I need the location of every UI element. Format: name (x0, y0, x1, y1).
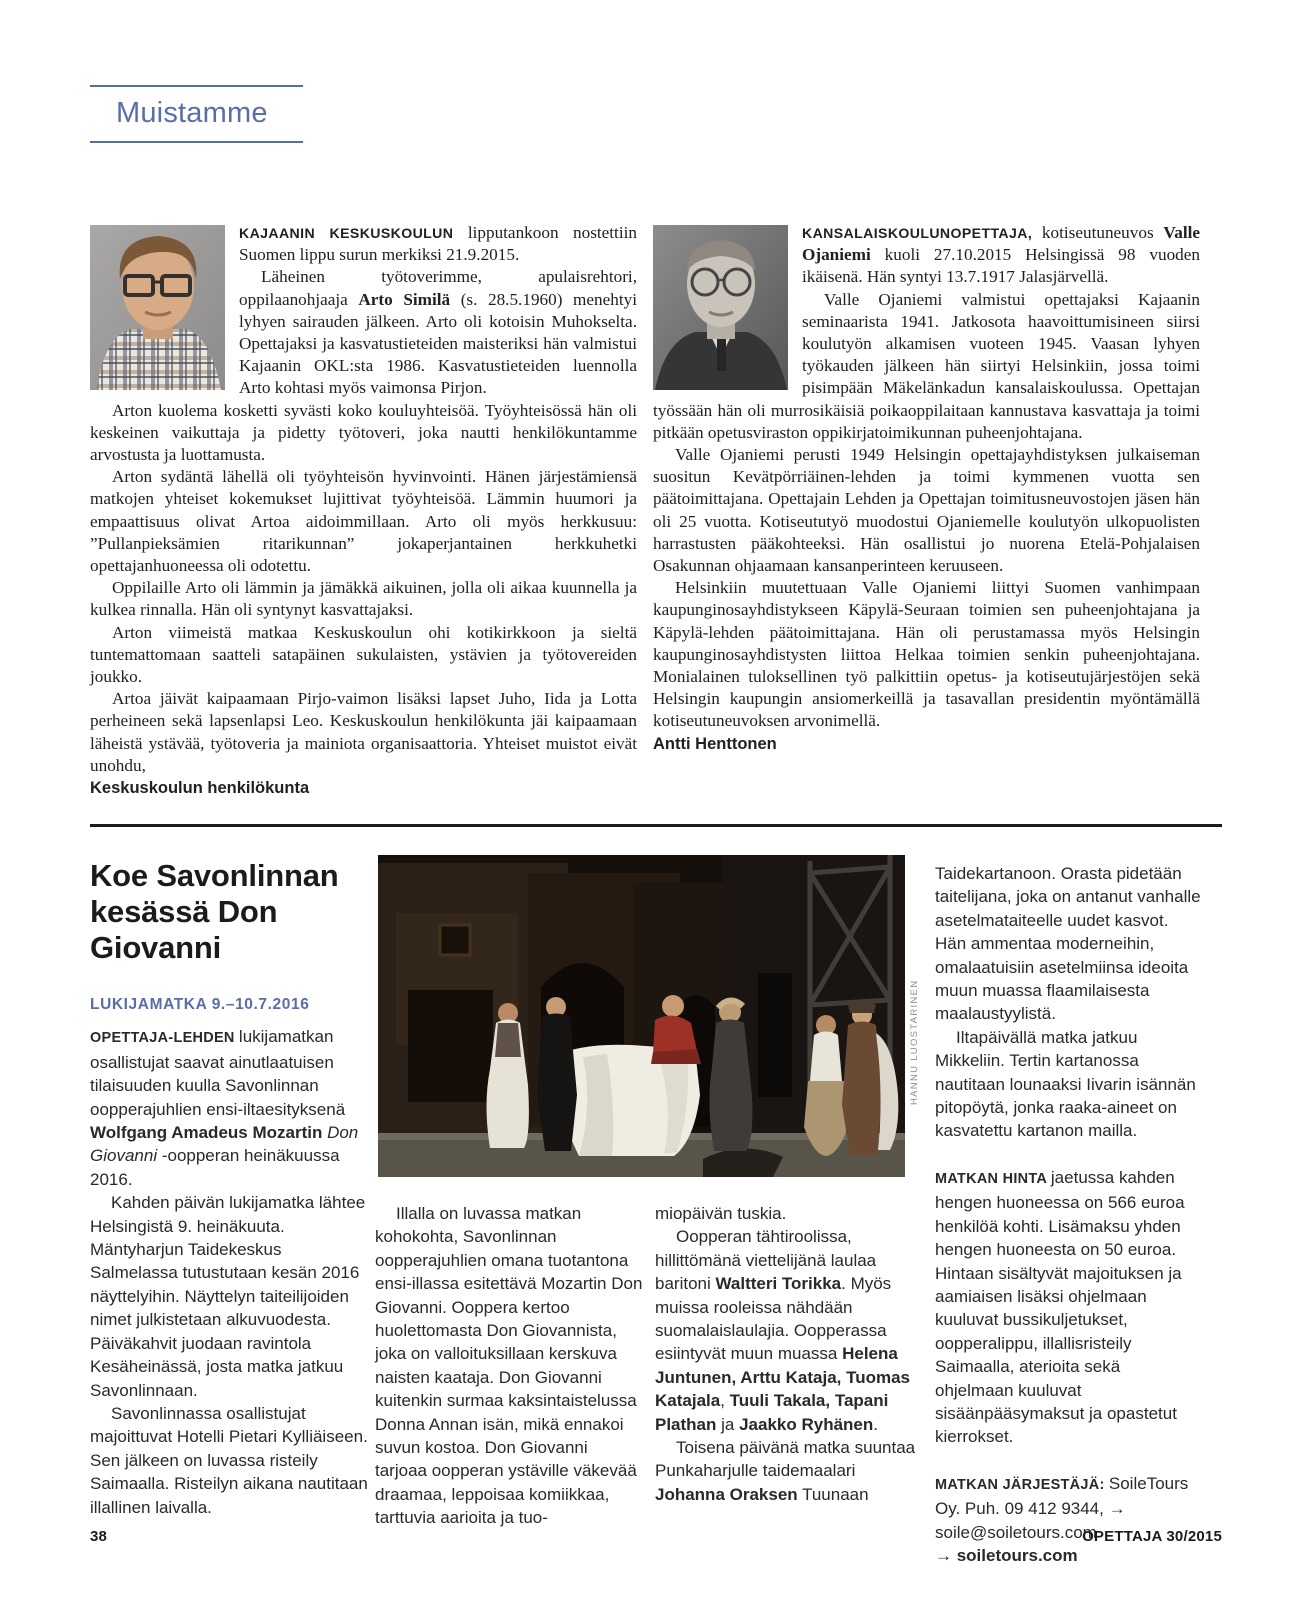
stage-scene-illustration (378, 855, 905, 1177)
obituary-valle-ojaniemi (653, 222, 1200, 755)
article-column-3 (655, 1202, 923, 1506)
portrait-illustration (653, 225, 788, 390)
obituary-arto-simila (90, 222, 637, 799)
paragraph: Antti Henttonen (653, 734, 777, 753)
paragraph: KANSALAISKOULUNOPETTAJA, kotiseutuneuvos Valle Ojaniemi kuoli 27.10.2015 Helsingissä 98 vuoden ikäisenä. Hän syntyi 13.7.1917 Jalasjärvellä. (802, 223, 1200, 287)
page-number: 38 (90, 1528, 108, 1545)
article-column-4 (935, 862, 1201, 1567)
paragraph: Oppilaille Arto oli lämmin ja jämäkkä aikuinen, jolla oli aikaa kuunnella ja kulkea rinnalla. Hän oli syntynyt kasvattajaksi. (90, 578, 637, 620)
paragraph: Iltapäivällä matka jatkuu Mikkeliin. Tertin kartanossa nautitaan lounaaksi Iivarin isännän pitopöytä, jonka raaka-aineet on kasvatettu kartanon mailla. (935, 1027, 1196, 1141)
section-divider-rule (90, 824, 1222, 827)
paragraph: Taidekartanoon. Orasta pidetään taitelijana, joka on antanut vanhalle asetelmataiteelle uudet kasvot. Hän ammentaa moderneihin, omalaatuisiin asetelmiinsa ideoita muun muassa flaamilaisesta maalaustyylistä. (935, 864, 1201, 1024)
paragraph: Arton viimeistä matkaa Keskuskoulun ohi kotikirkkoon ja sieltä tuntemattomaan saatteli satapäinen sukulaisten, ystävien ja työtovereiden joukko. (90, 622, 637, 687)
article-column-1 (90, 858, 372, 1519)
paragraph: MATKAN HINTA jaetussa kahden hengen huoneessa on 566 euroa henkilöä kohti. Lisämaksu yhden hengen huoneesta on 50 euroa. Hintaan sisältyvät majoituksen ja aamiaisen lisäksi ohjelmaan kuuluvat bussikuljetukset, oopperalippu, illallisristeily Saimaalla, aterioita sekä ohjelmaan kuuluvat sisäänpääsymaksut ja opastetut kierrokset. (935, 1167, 1185, 1447)
paragraph: KAJAANIN KESKUSKOULUN lipputankoon nostettiin Suomen lippu surun merkiksi 21.9.2015. (239, 223, 637, 265)
paragraph: Arton kuolema kosketti syvästi koko kouluyhteisöä. Työyhteisössä hän oli keskeinen vaikuttaja ja pidetty työtoveri, joka nautti henkilökuntamme arvostusta ja luottamusta. (90, 400, 637, 465)
paragraph: Illalla on luvassa matkan kohokohta, Savonlinnan oopperajuhlien omana tuotantona ensi-illassa esitettävä Mozartin Don Giovanni. Ooppera kertoo huolettomasta Don Giovannista, joka on valloituksillaan kerskuva naisten kaataja. Don Giovanni kuitenkin surmaa kaksintaistelussa Donna Annan isän, mikä ennakoi suvun kostoa. Don Giovanni tarjoaa oopperan ystäville väkevää draamaa, leppoisaa komiikkaa, tarttuvia aarioita ja tuo- (375, 1204, 643, 1528)
paragraph: Kahden päivän lukijamatka lähtee Helsingistä 9. heinäkuuta. Mäntyharjun Taidekeskus Salmelassa tutustutaan kesän 2016 näyttelyihin. Näyttelyn taiteilijoiden nimet julkistetaan alkuvuodesta. Päiväkahvit juodaan ravintola Kesäheinässä, josta matka jatkuu Savonlinnaan. (90, 1193, 366, 1400)
paragraph: OPETTAJA-LEHDEN lukijamatkan osallistujat saavat ainutlaatuisen tilaisuuden kuulla Savonlinnan oopperajuhlien ensi-iltaesityksenä Wolfgang Amadeus Mozartin Don Giovanni -oopperan heinäkuussa 2016. (90, 1027, 359, 1189)
section-header (90, 85, 303, 143)
photo-credit: HANNU LUOSTARINEN (909, 979, 920, 1105)
paragraph: Savonlinnassa osallistujat majoittuvat Hotelli Pietari Kylliäiseen. Sen jälkeen on luvassa risteily Saimaalla. Risteilyn aikana nautitaan illallinen laivalla. (90, 1403, 368, 1517)
paragraph: MATKAN JÄRJESTÄJÄ: SoileTours Oy. Puh. 09 412 9344, → soile@soiletours.com (935, 1473, 1189, 1542)
paragraph: Valle Ojaniemi perusti 1949 Helsingin opettajayhdistyksen julkaiseman suositun Kevätpörriäinen-lehden ja toimi kymmenen vuotta sen päätoimittajana. Opettajain Lehden ja Opettajan toimitusneuvostojen jäsen hän oli 25 vuotta. Kotiseututyö muodostui Ojaniemelle koulutyön ulkopuolisten harrastusten pääkohteeksi. Hän osallistui jo nuorena Etelä-Pohjalaisen Osakunnan ohjaamaan kansanperinteen keruuseen. (653, 445, 1200, 576)
portrait-illustration (90, 225, 225, 390)
article-title: Koe Savonlinnan kesässä Don Giovanni (90, 858, 339, 965)
arto-simila-portrait-photo (90, 225, 225, 390)
article-kicker: LUKIJAMATKA 9.–10.7.2016 (90, 996, 310, 1013)
paragraph: Artoa jäivät kaipaamaan Pirjo-vaimon lisäksi lapset Juho, Iida ja Lotta perheineen sekä lapsenlapsi Leo. Keskuskoulun henkilökunta jäi kaipaamaan läheistä ystävää, työtoveria ja mainiota organisaattoria. Yhteiset muistot eivät unohdu, (90, 689, 637, 775)
section-title: Muistamme (116, 97, 268, 129)
opera-stage-photo (378, 855, 905, 1177)
paragraph: Helsinkiin muutettuaan Valle Ojaniemi liittyi Suomen vanhimpaan kaupunginosayhdistykseen Käpylä-Seuraan toimien sen puheenjohtajana ja Käpylä-lehden päätoimittajana. Hän oli perustamassa myös Helsingin kaupunginosayhdistysten liittoa Helkaa toimien senkin puheenjohtajana. Monialainen tuloksellinen työ palkittiin opetus- ja kotiseutujärjestöjen sekä Helsingin kaupungin ansiomerkeillä ja tasavallan presidentin myöntämällä kotiseutuneuvoksen arvonimellä. (653, 578, 1200, 731)
issue-label: OPETTAJA 30/2015 (1082, 1528, 1222, 1545)
paragraph: Läheinen työtoverimme, apulaisrehtori, oppilaanohjaaja Arto Similä (s. 28.5.1960) menehtyi lyhyen sairauden jälkeen. Arto oli kotoisin Muhokselta. Opettajaksi ja kasvatustieteiden maisteriksi hän valmistui Kajaanin OKL:sta 1986. Kasvatustieteiden luennolla Arto kohtasi myös vaimonsa Pirjon. (239, 267, 637, 398)
article-body (90, 1025, 372, 1519)
page-footer (90, 1528, 1222, 1545)
paragraph: Oopperan tähtiroolissa, hillittömänä viettelijänä laulaa baritoni Waltteri Torikka. Myös muissa rooleissa nähdään suomalaislaulajia. Oopperassa esiintyvät muun muassa Helena Juntunen, Arttu Kataja, Tuomas Katajala, Tuuli Takala, Tapani Plathan ja Jaakko Ryhänen. (655, 1227, 911, 1434)
paragraph: Toisena päivänä matka suuntaa Punkaharjulle taidemaalari Johanna Oraksen Tuunaan (655, 1438, 916, 1504)
paragraph: Keskuskoulun henkilökunta (90, 779, 310, 798)
paragraph: → soiletours.com (935, 1545, 1078, 1565)
valle-ojaniemi-portrait-photo (653, 225, 788, 390)
paragraph: Valle Ojaniemi valmistui opettajaksi Kajaanin seminaarista 1941. Jatkosota haavoittumisineen siirsi koulutyön alkamisen vuoteen 1945. Vaasan lyhyen työkauden jälkeen hän siirtyi Helsinkiin, jossa toimi pisimpään Mäkelänkadun kansalaiskoulussa. Opettajan työssään hän oli murrosikäisiä poikaoppilaitaan kannustava kasvattaja ja toimi pitkään opetusviraston oppikirjatoimikunnan puheenjohtajana. (653, 289, 1200, 442)
paragraph: Arton sydäntä lähellä oli työyhteisön hyvinvointi. Hänen järjestämiensä matkojen yhteiset kokemukset lujittivat työyhteisöä. Lämmin huumori ja empaattisuus olivat Artoa aidoimmillaan. Arto oli myös herkkusuu: ”Pullanpieksämien ritarikunnan” jokaperjantainen herkkuhetki opettajanhuoneessa oli odotettu. (90, 467, 637, 576)
article-column-2 (375, 1202, 643, 1530)
paragraph: miopäivän tuskia. (655, 1204, 787, 1223)
